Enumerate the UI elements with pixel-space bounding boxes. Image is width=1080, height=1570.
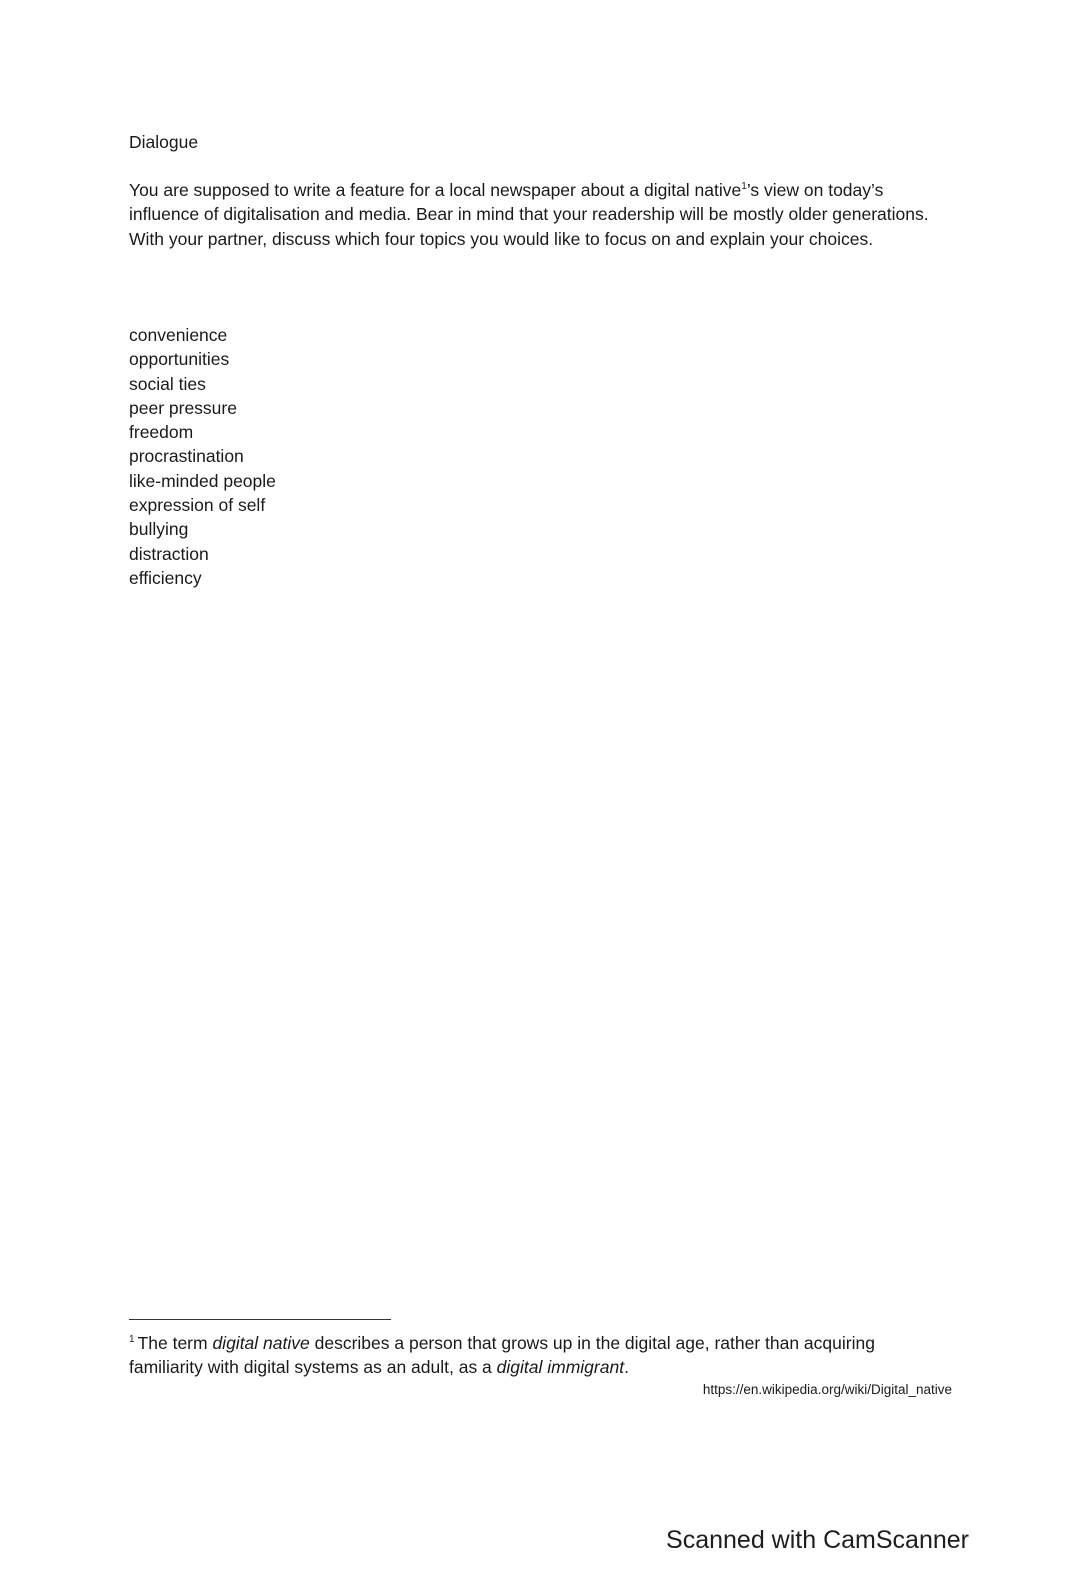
footnote-reference: 1 bbox=[741, 181, 747, 192]
list-item: freedom bbox=[129, 422, 194, 443]
list-item: expression of self bbox=[129, 495, 266, 516]
footnote-text: The term bbox=[137, 1333, 213, 1353]
source-link[interactable]: https://en.wikipedia.org/wiki/Digital_native bbox=[702, 1382, 952, 1397]
footnote-text-continued: describes a person that grows up in the digital age, rather than acquiring familiarity with digital systems as an adult, as a bbox=[129, 1333, 875, 1378]
list-item: like-minded people bbox=[129, 470, 276, 491]
scanner-watermark: Scanned with CamScanner bbox=[666, 1526, 969, 1554]
footnote-text-end: . bbox=[624, 1357, 629, 1378]
discussion-instruction: With your partner, discuss which four topics you would like to focus on and explain your choices. bbox=[129, 228, 874, 249]
topics-list bbox=[129, 323, 276, 590]
footnote-term-contrast: digital immigrant bbox=[496, 1357, 625, 1378]
list-item: procrastination bbox=[129, 446, 244, 467]
footnote-marker: 1 bbox=[129, 1334, 135, 1345]
footnote-term: digital native bbox=[212, 1333, 310, 1353]
footnote-separator bbox=[129, 1319, 391, 1320]
task-instructions bbox=[129, 178, 949, 251]
list-item: opportunities bbox=[129, 349, 230, 370]
page-title: Dialogue bbox=[129, 132, 199, 152]
footnote bbox=[129, 1331, 949, 1380]
list-item: efficiency bbox=[129, 567, 202, 588]
list-item: convenience bbox=[129, 325, 228, 345]
list-item: peer pressure bbox=[129, 397, 237, 418]
instruction-paragraph bbox=[129, 178, 949, 227]
instruction-text: You are supposed to write a feature for a local newspaper about a digital native bbox=[129, 180, 742, 200]
list-item: social ties bbox=[129, 373, 206, 394]
list-item: bullying bbox=[129, 519, 189, 540]
instruction-text-continued: ’s view on today’s influence of digitalisation and media. Bear in mind that your readership will be mostly older generations. bbox=[129, 180, 929, 225]
list-item: distraction bbox=[129, 543, 209, 564]
